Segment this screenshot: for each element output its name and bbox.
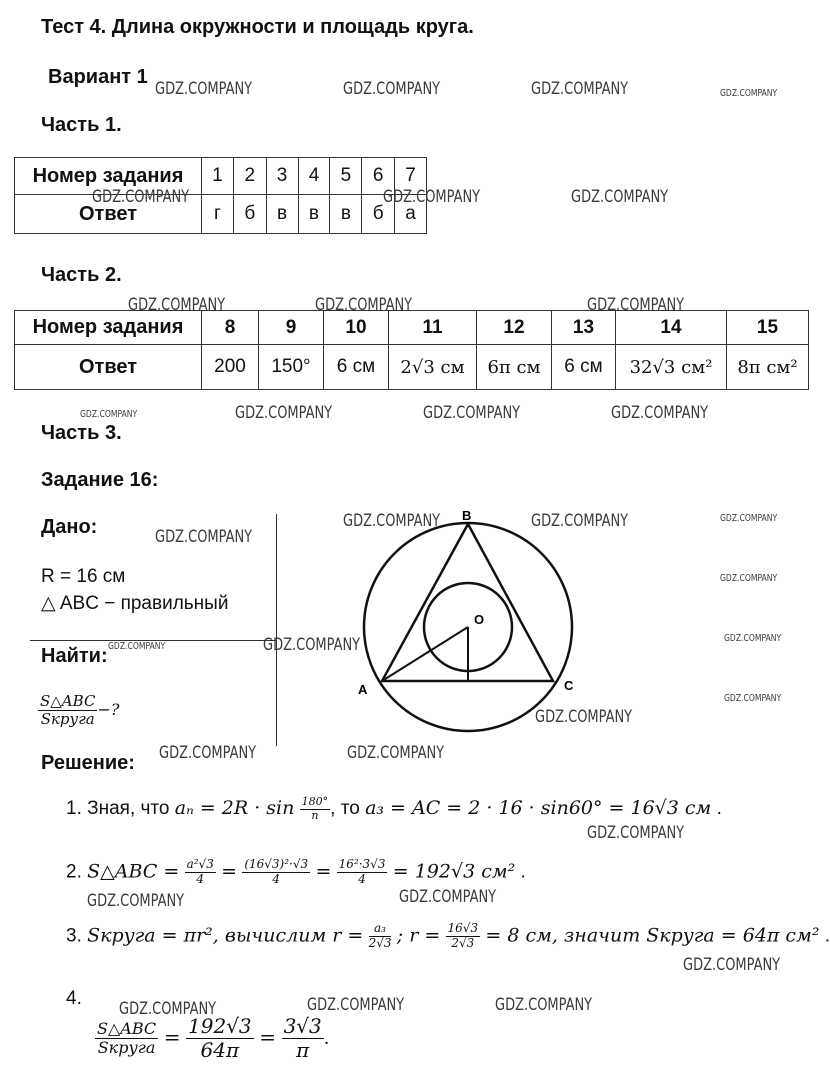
- watermark: GDZ.COMPANY: [724, 693, 782, 704]
- answer-cell: 6 см: [324, 345, 389, 390]
- task-cell: 15: [727, 311, 809, 345]
- watermark: GDZ.COMPANY: [724, 633, 782, 644]
- watermark: GDZ.COMPANY: [343, 511, 441, 531]
- geometry-diagram: [340, 500, 600, 720]
- watermark: GDZ.COMPANY: [720, 573, 778, 584]
- answer-cell: б: [233, 195, 266, 234]
- answer-cell: 8π см²: [727, 345, 809, 390]
- watermark: GDZ.COMPANY: [423, 403, 521, 423]
- watermark: GDZ.COMPANY: [128, 295, 226, 315]
- answer-cell: в: [298, 195, 330, 234]
- task-cell: 9: [259, 311, 324, 345]
- task-cell: 2: [233, 158, 266, 195]
- fraction-num: 192√3: [188, 1014, 252, 1038]
- part1-heading: Часть 1.: [41, 114, 122, 136]
- fraction-den: Sкруга: [97, 1038, 156, 1057]
- find-fraction-den: Sкруга: [40, 710, 95, 729]
- watermark: GDZ.COMPANY: [159, 743, 257, 763]
- given-label: Дано:: [41, 516, 98, 538]
- step-formula: = 192√3 см²: [392, 860, 516, 883]
- watermark: GDZ.COMPANY: [263, 635, 361, 655]
- part3-heading: Часть 3.: [41, 422, 122, 444]
- watermark: GDZ.COMPANY: [235, 403, 333, 423]
- center-label-o: O: [474, 612, 485, 627]
- solution-step-3: [66, 922, 830, 951]
- watermark: GDZ.COMPANY: [571, 187, 669, 207]
- fraction-num: 3√3: [283, 1014, 322, 1038]
- watermark: GDZ.COMPANY: [531, 79, 629, 99]
- step-formula: a₃ = AC = 2 · 16 · sin60° = 16√3 см: [365, 797, 712, 820]
- watermark: GDZ.COMPANY: [343, 79, 441, 99]
- watermark: GDZ.COMPANY: [495, 995, 593, 1015]
- given-radius: R = 16 см: [41, 566, 126, 587]
- watermark: GDZ.COMPANY: [383, 187, 481, 207]
- solution-step-2: 2. S△ABC = $\frac{\text{a²√3}}{4}$ = $\frac{\text{(16√3)²·√3}}{4}$ = $\frac{\text{16²·3√3}}{4}$ = 192√3 см² .: [66, 857, 526, 886]
- answer-cell: в: [266, 195, 298, 234]
- find-fraction-num: S△ABC: [40, 692, 96, 710]
- fraction-den: 4: [272, 871, 281, 886]
- step-text: , то: [330, 798, 360, 820]
- task-cell: 4: [298, 158, 330, 195]
- watermark: GDZ.COMPANY: [315, 295, 413, 315]
- step-formula: Sкруга = πr², вычислим r =: [87, 924, 364, 947]
- watermark: GDZ.COMPANY: [92, 187, 190, 207]
- solution-step-4: $\frac{\text{S△ABC}}{\text{Sкруга}}$ = $\frac{192√3}{64\pi}$ = $\frac{3√3}{\pi}$ .: [97, 1014, 330, 1062]
- variant-label: Вариант 1: [48, 66, 148, 88]
- row-label-task: Номер задания: [15, 311, 202, 345]
- given-divider-vertical: [276, 514, 277, 746]
- watermark: GDZ.COMPANY: [531, 511, 629, 531]
- task-cell: 5: [330, 158, 362, 195]
- row-label-task: Номер задания: [15, 158, 202, 195]
- watermark: GDZ.COMPANY: [347, 743, 445, 763]
- answer-cell: б: [362, 195, 395, 234]
- vertex-label-c: C: [564, 678, 574, 693]
- task-cell: 13: [552, 311, 616, 345]
- fraction-num: a₃: [369, 922, 392, 937]
- task-cell: 1: [202, 158, 234, 195]
- fraction-num: 16√3: [447, 921, 479, 935]
- watermark: GDZ.COMPANY: [80, 409, 138, 420]
- task-cell: 6: [362, 158, 395, 195]
- fraction-num: (16√3)²·√3: [244, 857, 309, 871]
- fraction-den: 2√3: [451, 935, 475, 950]
- answer-cell: 6 см: [552, 345, 616, 390]
- answer-cell: а: [395, 195, 427, 234]
- watermark: GDZ.COMPANY: [108, 641, 166, 652]
- watermark: GDZ.COMPANY: [720, 513, 778, 524]
- solution-step-1: [66, 796, 722, 822]
- step-number: 1.: [66, 798, 82, 820]
- row-label-answer: Ответ: [15, 345, 202, 390]
- step-text: Зная, что: [87, 798, 170, 820]
- watermark: GDZ.COMPANY: [535, 707, 633, 727]
- given-triangle: △ ABC − правильный: [41, 593, 229, 614]
- fraction-num: 16²·3√3: [338, 857, 386, 871]
- vertex-label-a: A: [358, 682, 368, 697]
- answer-cell: в: [330, 195, 362, 234]
- task-cell: 11: [389, 311, 477, 345]
- fraction-den: 2√3: [368, 935, 392, 950]
- fraction-den: π: [296, 1038, 310, 1062]
- fraction-den: 4: [196, 871, 205, 886]
- part2-table: [14, 310, 809, 390]
- answer-cell: 32√3 см²: [616, 345, 727, 390]
- watermark: GDZ.COMPANY: [119, 999, 217, 1019]
- watermark: GDZ.COMPANY: [87, 891, 185, 911]
- step-formula: = 8 см, значит Sкруга = 64π см²: [485, 924, 820, 947]
- step-end: .: [824, 925, 830, 947]
- answer-cell: 200: [202, 345, 259, 390]
- watermark: GDZ.COMPANY: [399, 887, 497, 907]
- task-cell: 3: [266, 158, 298, 195]
- step-end: .: [323, 1026, 330, 1049]
- watermark: GDZ.COMPANY: [155, 79, 253, 99]
- solution-label: Решение:: [41, 752, 135, 774]
- step-formula: ; r =: [396, 924, 441, 947]
- solution-step-4-number: 4.: [66, 988, 82, 1009]
- watermark: GDZ.COMPANY: [587, 295, 685, 315]
- watermark: GDZ.COMPANY: [307, 995, 405, 1015]
- task-cell: 12: [477, 311, 552, 345]
- fraction-den: 4: [358, 871, 366, 886]
- watermark: GDZ.COMPANY: [587, 823, 685, 843]
- find-tail: −?: [97, 699, 120, 719]
- row-label-answer: Ответ: [15, 195, 202, 234]
- find-expression: [38, 693, 119, 729]
- answer-cell: 150°: [259, 345, 324, 390]
- watermark: GDZ.COMPANY: [155, 527, 253, 547]
- fraction-num: 180°: [301, 795, 329, 808]
- step-number: 3.: [66, 925, 82, 947]
- fraction-den: 64π: [200, 1038, 240, 1062]
- task16-heading: Задание 16:: [41, 469, 159, 491]
- fraction-den: n: [311, 808, 319, 822]
- step-formula: S△ABC =: [87, 860, 180, 883]
- task-cell: 14: [616, 311, 727, 345]
- find-label: Найти:: [41, 645, 108, 667]
- answer-cell: 2√3 см: [389, 345, 477, 390]
- watermark: GDZ.COMPANY: [683, 955, 781, 975]
- step-end: .: [520, 861, 526, 883]
- answer-cell: г: [202, 195, 234, 234]
- part2-heading: Часть 2.: [41, 264, 122, 286]
- task-cell: 7: [395, 158, 427, 195]
- step-formula: aₙ = 2R · sin: [174, 797, 295, 820]
- watermark: GDZ.COMPANY: [720, 88, 778, 99]
- vertex-label-b: B: [462, 508, 472, 523]
- watermark: GDZ.COMPANY: [611, 403, 709, 423]
- fraction-num: a²√3: [186, 857, 214, 871]
- step-number: 2.: [66, 861, 82, 883]
- step-end: .: [716, 798, 722, 820]
- part1-table: [14, 157, 427, 234]
- fraction-num: S△ABC: [97, 1018, 157, 1038]
- answer-cell: 6π см: [477, 345, 552, 390]
- page-title: Тест 4. Длина окружности и площадь круга.: [41, 16, 474, 38]
- task-cell: 10: [324, 311, 389, 345]
- task-cell: 8: [202, 311, 259, 345]
